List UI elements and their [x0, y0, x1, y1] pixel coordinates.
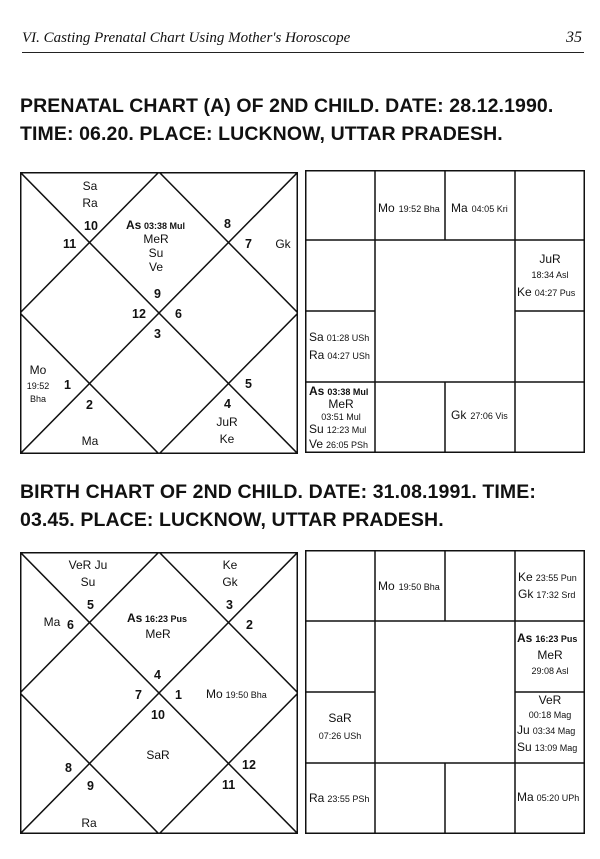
section1-heading-line2: TIME: 06.20. PLACE: LUCKNOW, UTTAR PRADESH.	[20, 123, 503, 145]
planet-label: Gk	[275, 237, 291, 251]
svg-text:Mo19:50 Bha	[206, 687, 267, 701]
degree-label: 18:34 Asl	[531, 270, 569, 280]
degree-label: 16:23 Pus	[145, 614, 188, 624]
sign-number: 4	[224, 397, 231, 411]
planet-label: Mo	[378, 579, 395, 593]
planet-label: Sa	[82, 179, 98, 193]
planet-label: Gk	[222, 575, 238, 589]
sign-number: 2	[246, 618, 253, 632]
svg-text:Ra23:55 PSh	[309, 791, 369, 805]
planet-label: Su	[148, 246, 164, 260]
planet-label: Gk	[451, 408, 467, 422]
sign-number: 5	[245, 377, 252, 391]
planet-label: JuR	[216, 415, 238, 429]
planet-label: VeR Ju	[68, 558, 108, 572]
svg-text:Ma05:20 UPh	[517, 790, 579, 804]
planet-label: JuR	[539, 252, 561, 266]
planet-label: Ra	[309, 791, 325, 805]
planet-label: As	[517, 631, 533, 645]
section1-heading-line1: PRENATAL CHART (A) OF 2ND CHILD. DATE: 28.12.1990.	[20, 95, 554, 117]
sign-number: 10	[84, 219, 98, 233]
svg-text:As16:23 Pus	[517, 631, 577, 645]
planet-label: Ju	[517, 723, 530, 737]
degree-label: 29:08 Asl	[531, 666, 569, 676]
degree-label: 05:20 UPh	[536, 793, 580, 803]
birth-south-chart	[305, 550, 585, 834]
degree-label: 16:23 Pus	[535, 634, 578, 644]
planet-label: As	[127, 611, 143, 625]
svg-text:Sa01:28 USh	[309, 330, 369, 344]
section2-heading	[20, 478, 536, 534]
planet-label: Su	[80, 575, 96, 589]
sign-number: 1	[175, 688, 182, 702]
planet-label: Ma	[517, 790, 534, 804]
degree-label: 19:50 Bha	[398, 582, 440, 592]
svg-text:Ve26:05 PSh	[309, 437, 368, 451]
prenatal-north-chart	[20, 172, 298, 454]
svg-text:Ma04:05 Kri	[451, 201, 508, 215]
svg-text:Su13:09 Mag	[517, 740, 577, 754]
degree-label: 27:06 Vis	[470, 411, 508, 421]
degree-label: 03:38 Mul	[327, 387, 369, 397]
degree-label: 04:05 Kri	[471, 204, 508, 214]
planet-label: Ra	[81, 816, 97, 830]
degree-label: 13:09 Mag	[534, 743, 578, 753]
prenatal-south-chart	[305, 170, 585, 453]
planet-label: Su	[517, 740, 532, 754]
planet-label: Ve	[309, 437, 324, 451]
section2-heading-line2: 03.45. PLACE: LUCKNOW, UTTAR PRADESH.	[20, 509, 444, 531]
planet-label: Mo	[378, 201, 395, 215]
planet-label: VeR	[538, 693, 562, 707]
planet-label: Sa	[309, 330, 324, 344]
degree-label: 23:55 PSh	[327, 794, 370, 804]
planet-label: Ke	[517, 285, 532, 299]
degree-label: 01:28 USh	[326, 333, 370, 343]
birth-north-chart	[20, 552, 298, 834]
sign-number: 12	[132, 307, 146, 321]
degree-label: 12:23 Mul	[326, 425, 367, 435]
degree-label: 03:51 Mul	[321, 412, 361, 422]
sign-number: 3	[226, 598, 233, 612]
planet-label: Ma	[451, 201, 468, 215]
sign-number: 10	[151, 708, 165, 722]
sign-number: 2	[86, 398, 93, 412]
planet-label: Ra	[82, 196, 98, 210]
page-header	[22, 26, 584, 53]
degree-label: 17:32 Srd	[536, 590, 576, 600]
svg-text:Ra04:27 USh	[309, 348, 370, 362]
planet-label: Ma	[81, 434, 99, 448]
sign-number: 11	[63, 237, 77, 251]
degree-label: 26:05 PSh	[326, 440, 369, 450]
sign-number: 8	[65, 761, 72, 775]
section1-heading	[20, 92, 553, 148]
planet-label: Ra	[309, 348, 325, 362]
running-title: VI. Casting Prenatal Chart Using Mother's Horoscope	[22, 30, 351, 46]
planet-label: MeR	[537, 648, 563, 662]
section2-heading-line1: BIRTH CHART OF 2ND CHILD. DATE: 31.08.1991. TIME:	[20, 481, 536, 503]
sign-number: 6	[175, 307, 182, 321]
svg-text:Gk17:32 Srd	[518, 587, 575, 601]
planet-label: As	[126, 218, 142, 232]
degree-label: 19:52	[26, 381, 50, 391]
sign-number: 12	[242, 758, 256, 772]
svg-text:Mo19:52 Bha	[378, 201, 440, 215]
degree-label: 03:38 Mul	[144, 221, 186, 231]
degree-label: 23:55 Pun	[535, 573, 577, 583]
svg-text:As03:38 Mul	[309, 384, 368, 398]
degree-label: 04:27 USh	[327, 351, 370, 361]
planet-label: Ve	[148, 260, 164, 274]
planet-label: Mo	[29, 363, 47, 377]
planet-label: Mo	[206, 687, 223, 701]
svg-text:Ke23:55 Pun	[518, 570, 577, 584]
sign-number: 11	[222, 778, 236, 792]
sign-number: 1	[64, 378, 71, 392]
degree-label: Bha	[29, 394, 47, 404]
degree-label: 00:18 Mag	[528, 710, 572, 720]
planet-label: Gk	[518, 587, 534, 601]
degree-label: 07:26 USh	[318, 731, 362, 741]
sign-number: 8	[224, 217, 231, 231]
degree-label: 03:34 Mag	[532, 726, 576, 736]
svg-text:Gk27:06 Vis	[451, 408, 508, 422]
planet-label: Ke	[222, 558, 238, 572]
svg-text:Ju03:34 Mag	[517, 723, 575, 737]
sign-number: 9	[87, 779, 94, 793]
sign-number: 7	[135, 688, 142, 702]
planet-label: Ke	[518, 570, 533, 584]
sign-number: 9	[154, 287, 161, 301]
svg-text:Ke04:27 Pus	[517, 285, 576, 299]
planet-label: Su	[309, 422, 324, 436]
planet-label: MeR	[143, 232, 169, 246]
planet-label: MeR	[328, 397, 354, 411]
sign-number: 6	[67, 618, 74, 632]
sign-number: 5	[87, 598, 94, 612]
degree-label: 19:50 Bha	[225, 690, 267, 700]
planet-label: As	[309, 384, 325, 398]
sign-number: 3	[154, 327, 161, 341]
degree-label: 04:27 Pus	[534, 288, 576, 298]
planet-label: SaR	[328, 711, 352, 725]
planet-label: SaR	[146, 748, 170, 762]
svg-text:Mo19:50 Bha	[378, 579, 440, 593]
svg-text:Su12:23 Mul	[309, 422, 366, 436]
sign-number: 4	[154, 668, 161, 682]
sign-number: 7	[245, 237, 252, 251]
planet-label: Ma	[43, 615, 61, 629]
page-number: 35	[566, 29, 582, 46]
planet-label: Ke	[219, 432, 235, 446]
planet-label: MeR	[145, 627, 171, 641]
degree-label: 19:52 Bha	[398, 204, 440, 214]
